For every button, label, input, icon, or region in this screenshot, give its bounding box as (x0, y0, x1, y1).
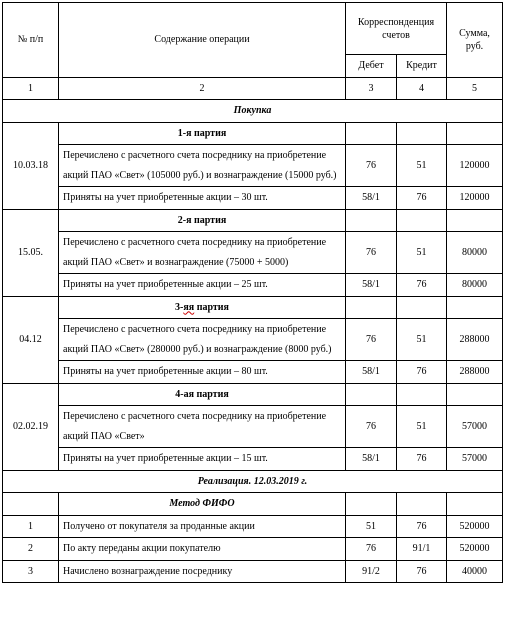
credit-cell: 51 (397, 232, 447, 274)
numbering-cell: 3 (346, 77, 397, 100)
credit-cell: 76 (397, 448, 447, 471)
table-row (3, 448, 503, 471)
empty-cell (346, 296, 397, 319)
debit-cell: 58/1 (346, 274, 397, 297)
header-desc: Содержание операции (59, 3, 346, 78)
empty-cell (397, 209, 447, 232)
debit-cell: 76 (346, 232, 397, 274)
section-purchase: Покупка (3, 100, 503, 123)
table-row (3, 274, 503, 297)
header-debit: Дебет (346, 55, 397, 78)
debit-cell: 76 (346, 406, 397, 448)
sum-cell: 40000 (447, 560, 503, 583)
debit-cell: 51 (346, 515, 397, 538)
empty-cell (397, 383, 447, 406)
row-num: 2 (3, 538, 59, 561)
sum-cell: 80000 (447, 274, 503, 297)
empty-cell (3, 493, 59, 516)
batch-title: 1-я партия (59, 122, 346, 145)
section-sale: Реализация. 12.03.2019 г. (3, 470, 503, 493)
credit-cell: 76 (397, 274, 447, 297)
table-row (3, 515, 503, 538)
batch-title-row (3, 122, 503, 145)
batch-title: 4-ая партия (59, 383, 346, 406)
sum-cell: 120000 (447, 145, 503, 187)
credit-cell: 51 (397, 406, 447, 448)
debit-cell: 58/1 (346, 187, 397, 210)
table-row (3, 145, 503, 187)
operation-text: Перечислено с расчетного счета посреднику на приобретение акций ПАО «Свет» (280000 руб.) и вознаграждение (8000 руб.) (59, 319, 346, 361)
method-row (3, 493, 503, 516)
numbering-cell: 2 (59, 77, 346, 100)
sum-cell: 57000 (447, 406, 503, 448)
credit-cell: 51 (397, 319, 447, 361)
sum-cell: 57000 (447, 448, 503, 471)
empty-cell (447, 122, 503, 145)
numbering-cell: 4 (397, 77, 447, 100)
debit-cell: 76 (346, 145, 397, 187)
table-row (3, 560, 503, 583)
credit-cell: 76 (397, 560, 447, 583)
table-row (3, 187, 503, 210)
section-row (3, 470, 503, 493)
debit-cell: 76 (346, 538, 397, 561)
credit-cell: 76 (397, 515, 447, 538)
operation-text: Приняты на учет приобретенные акции – 15 шт. (59, 448, 346, 471)
sum-cell: 120000 (447, 187, 503, 210)
row-num: 3 (3, 560, 59, 583)
table-row (3, 538, 503, 561)
row-num: 1 (3, 515, 59, 538)
empty-cell (346, 383, 397, 406)
table-row (3, 361, 503, 384)
empty-cell (447, 296, 503, 319)
empty-cell (447, 493, 503, 516)
table-row (3, 232, 503, 274)
operation-text: Перечислено с расчетного счета посреднику на приобретение акций ПАО «Свет» (59, 406, 346, 448)
sum-cell: 288000 (447, 361, 503, 384)
operation-text: Перечислено с расчетного счета посреднику на приобретение акций ПАО «Свет» и вознаграждение (75000 + 5000) (59, 232, 346, 274)
operation-text: По акту переданы акции покупателю (59, 538, 346, 561)
batch-date: 04.12 (3, 296, 59, 383)
header-corr: Корреспонденция счетов (346, 3, 447, 55)
empty-cell (346, 122, 397, 145)
batch-title-row (3, 296, 503, 319)
header-credit: Кредит (397, 55, 447, 78)
operation-text: Приняты на учет приобретенные акции – 80 шт. (59, 361, 346, 384)
method-title: Метод ФИФО (59, 493, 346, 516)
credit-cell: 91/1 (397, 538, 447, 561)
empty-cell (397, 493, 447, 516)
numbering-row (3, 77, 503, 100)
empty-cell (447, 209, 503, 232)
numbering-cell: 1 (3, 77, 59, 100)
debit-cell: 91/2 (346, 560, 397, 583)
empty-cell (397, 296, 447, 319)
sum-cell: 520000 (447, 538, 503, 561)
debit-cell: 76 (346, 319, 397, 361)
empty-cell (397, 122, 447, 145)
operation-text: Начислено вознаграждение посреднику (59, 560, 346, 583)
table-row (3, 319, 503, 361)
empty-cell (447, 383, 503, 406)
operation-text: Приняты на учет приобретенные акции – 25 шт. (59, 274, 346, 297)
operation-text: Получено от покупателя за проданные акции (59, 515, 346, 538)
credit-cell: 76 (397, 187, 447, 210)
table-row (3, 406, 503, 448)
batch-title-num: 3- (175, 301, 184, 313)
batch-title-row (3, 383, 503, 406)
credit-cell: 51 (397, 145, 447, 187)
operation-text: Приняты на учет приобретенные акции – 30 шт. (59, 187, 346, 210)
batch-title-word: партия (194, 301, 229, 313)
batch-title (59, 296, 346, 319)
batch-date: 15.05. (3, 209, 59, 296)
header-num: № п/п (3, 3, 59, 78)
debit-cell: 58/1 (346, 361, 397, 384)
operation-text: Перечислено с расчетного счета посреднику на приобретение акций ПАО «Свет» (105000 руб.) и вознаграждение (15000 руб.) (59, 145, 346, 187)
empty-cell (346, 493, 397, 516)
batch-date: 10.03.18 (3, 122, 59, 209)
batch-title-suffix: яя (183, 301, 195, 313)
batch-title: 2-я партия (59, 209, 346, 232)
ledger-table (2, 2, 503, 583)
sum-cell: 288000 (447, 319, 503, 361)
batch-title-row (3, 209, 503, 232)
batch-date: 02.02.19 (3, 383, 59, 470)
credit-cell: 76 (397, 361, 447, 384)
debit-cell: 58/1 (346, 448, 397, 471)
empty-cell (346, 209, 397, 232)
sum-cell: 80000 (447, 232, 503, 274)
sum-cell: 520000 (447, 515, 503, 538)
section-row (3, 100, 503, 123)
header-sum: Сумма, руб. (447, 3, 503, 78)
header-row (3, 3, 503, 55)
numbering-cell: 5 (447, 77, 503, 100)
